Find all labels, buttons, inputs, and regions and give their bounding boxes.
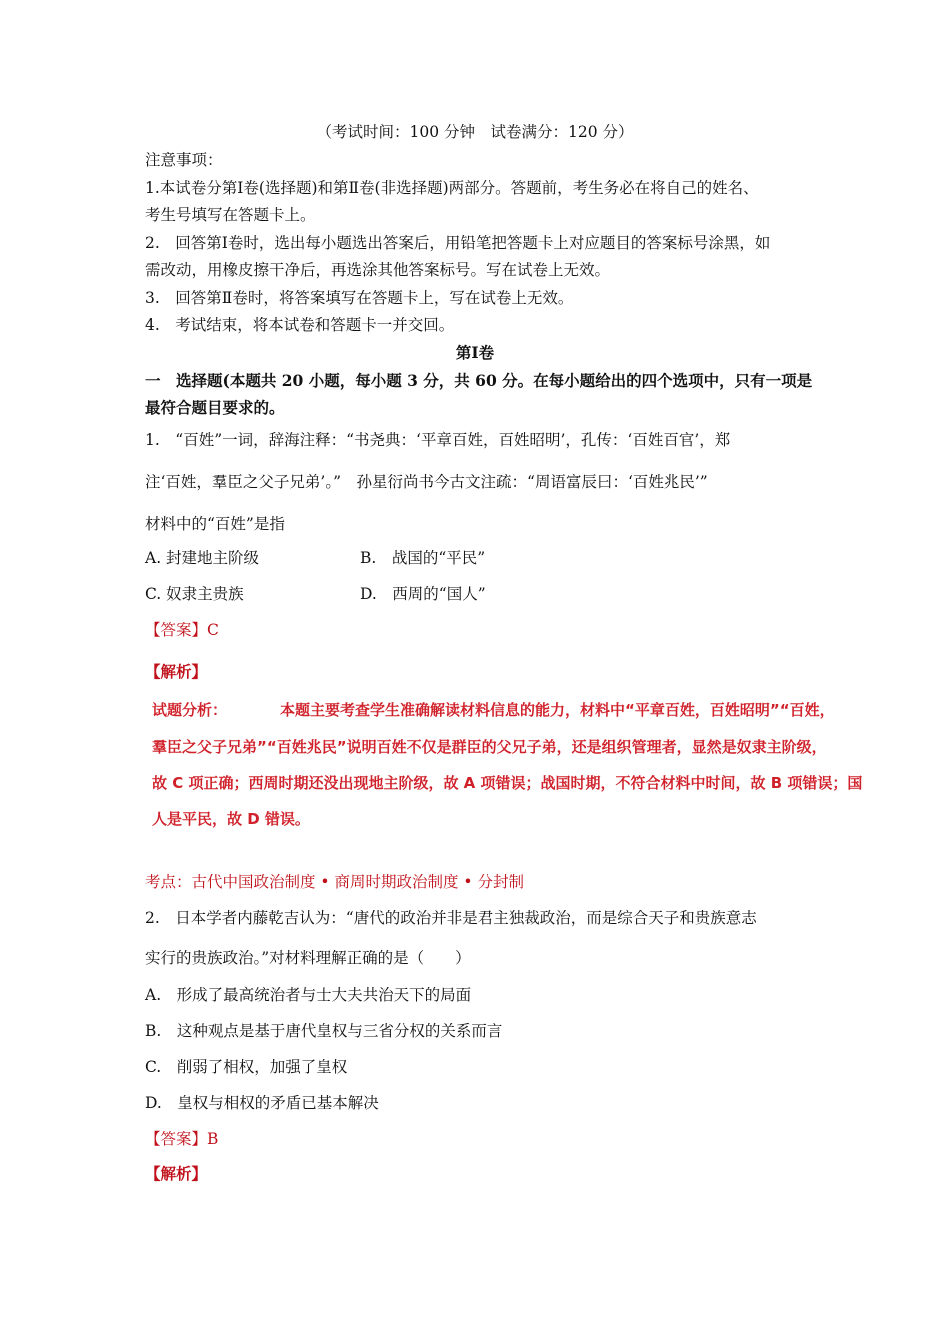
- q1-stem-line-2: 注‘百姓，羣臣之父子兄弟’。” 孙星衍尚书今古文注疏：“周语富辰曰：‘百姓兆民’”: [145, 473, 708, 491]
- q1-analysis-line-1: 本题主要考查学生准确解读材料信息的能力，材料中“平章百姓，百姓昭明”“百姓，: [280, 701, 835, 719]
- notes-title: 注意事项：: [145, 151, 223, 169]
- q1-stem-line-1: 1. “百姓”一词，辞海注释：“书尧典：‘平章百姓，百姓昭明’，孔传：‘百姓百官’，郑: [145, 431, 731, 449]
- q1-analysis-label: 【解析】: [145, 662, 208, 681]
- q2-option-b: B. 这种观点是基于唐代皇权与三省分权的关系而言: [145, 1022, 503, 1040]
- q1-analysis-line-2: 羣臣之父子兄弟”“百姓兆民”说明百姓不仅是群臣的父兄子弟，还是组织管理者，显然是奴隶主阶级，: [152, 738, 827, 756]
- q1-answer: 【答案】C: [145, 621, 219, 639]
- q2-analysis-label: 【解析】: [145, 1164, 208, 1183]
- q1-analysis-line-4: 人是平民，故 D 错误。: [152, 810, 310, 828]
- note-line-6: 4. 考试结束，将本试卷和答题卡一并交回。: [145, 316, 455, 334]
- q1-kaodian: 考点：古代中国政治制度 • 商周时期政治制度 • 分封制: [145, 873, 524, 891]
- q1-stem-line-3: 材料中的“百姓”是指: [145, 515, 285, 533]
- q2-stem-line-2: 实行的贵族政治。”对材料理解正确的是（ ）: [145, 949, 471, 967]
- exam-time-info: （考试时间：100 分钟 试卷满分：120 分）: [316, 123, 634, 141]
- note-line-4: 需改动，用橡皮擦干净后，再选涂其他答案标号。写在试卷上无效。: [145, 261, 611, 279]
- q1-option-b: B. 战国的“平民”: [360, 549, 486, 567]
- q1-analysis-line-3: 故 C 项正确；西周时期还没出现地主阶级，故 A 项错误；战国时期，不符合材料中时间，故 B 项错误；国: [152, 774, 863, 792]
- q1-option-c: C. 奴隶主贵族: [145, 585, 244, 603]
- section-title: 第Ⅰ卷: [455, 343, 495, 362]
- q2-option-c: C. 削弱了相权，加强了皇权: [145, 1058, 348, 1076]
- q2-option-d: D. 皇权与相权的矛盾已基本解决: [145, 1094, 379, 1112]
- q1-option-d: D. 西周的“国人”: [360, 585, 486, 603]
- note-line-2: 考生号填写在答题卡上。: [145, 206, 316, 224]
- q1-analysis-prefix: 试题分析：: [152, 701, 228, 719]
- q2-option-a: A. 形成了最高统治者与士大夫共治天下的局面: [145, 986, 472, 1004]
- note-line-3: 2. 回答第Ⅰ卷时，选出每小题选出答案后，用铅笔把答题卡上对应题目的答案标号涂黑，如: [145, 234, 771, 252]
- q2-stem-line-1: 2. 日本学者内藤乾吉认为：“唐代的政治并非是君主独裁政治，而是综合天子和贵族意志: [145, 909, 757, 927]
- section-instruction-2: 最符合题目要求的。: [145, 398, 285, 417]
- note-line-5: 3. 回答第Ⅱ卷时，将答案填写在答题卡上，写在试卷上无效。: [145, 289, 574, 307]
- note-line-1: 1.本试卷分第Ⅰ卷(选择题)和第Ⅱ卷(非选择题)两部分。答题前，考生务必在将自己的姓名、: [145, 179, 759, 197]
- q2-answer: 【答案】B: [145, 1130, 219, 1148]
- q1-option-a: A. 封建地主阶级: [145, 549, 260, 567]
- section-instruction-1: 一 选择题(本题共 20 小题，每小题 3 分，共 60 分。在每小题给出的四个选项中，只有一项是: [145, 371, 813, 390]
